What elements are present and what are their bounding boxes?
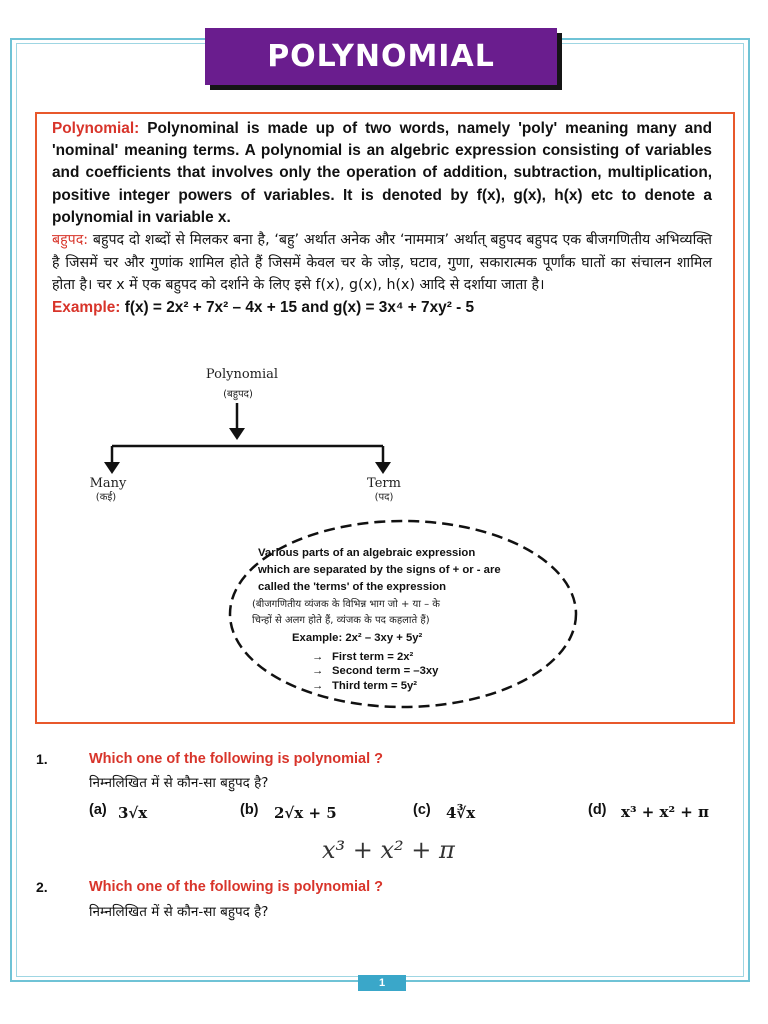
definition-example-text: f(x) = 2x² + 7x² – 4x + 15 and g(x) = 3x⁴ + 7xy² - 5 [124, 298, 475, 316]
question-1-number: 1. [36, 751, 48, 767]
tree-root-arrowhead [229, 428, 245, 440]
handwritten-answer: x³ + x² + π [322, 836, 455, 864]
tree-left-arrowhead [104, 462, 120, 474]
page-title: POLYNOMIAL [205, 28, 557, 85]
question-1-option-d-value[interactable]: x³ + x² + π [621, 803, 710, 821]
question-2-hindi: निम्नलिखित में से कौन-सा बहुपद है? [89, 904, 269, 920]
oval-arrow-1: → [312, 651, 324, 663]
oval-term-3: Third term = 5y² [332, 680, 418, 692]
tree-right-label: Term [367, 476, 401, 491]
question-1-option-a-label[interactable]: (a) [89, 802, 107, 818]
question-1-option-c-label[interactable]: (c) [413, 802, 431, 818]
question-1-option-a-value[interactable]: 3√x [118, 804, 148, 822]
definition-hi-text: बहुपद दो शब्दों से मिलकर बना है, ‘बहु’ अर्थात अनेक और ‘नाममात्र’ अर्थात् बहुपद बहुपद एक बीजगणितीय अभिव्यक्ति है जिसमें चर और गुणांक शामिल होते हैं जिसमें केवल चर के जोड़, घटाव, गुणा, सकारात्मक पूर्णांक घातों का संचालन शामिल होता है। चर x में एक बहुपद को दर्शाने के लिए इसे f(x), g(x), h(x) आदि से दर्शाया जाता है। [52, 232, 712, 294]
question-1-option-b-value[interactable]: 2√x + 5 [274, 804, 337, 822]
page-number: 1 [358, 975, 406, 991]
oval-example: Example: 2x² – 3xy + 5y² [292, 632, 423, 644]
question-1-option-b-label[interactable]: (b) [240, 802, 259, 818]
tree-right-hindi: (पद) [374, 492, 394, 503]
question-1-hindi: निम्नलिखित में से कौन-सा बहुपद है? [89, 775, 269, 791]
tree-right-arrowhead [375, 462, 391, 474]
definition-example-label: Example: [52, 298, 121, 316]
oval-term-1: First term = 2x² [332, 651, 414, 663]
question-2-number: 2. [36, 879, 48, 895]
definition-hi-label: बहुपद: [52, 232, 89, 249]
oval-arrow-2: → [312, 665, 324, 677]
oval-line-3: called the 'terms' of the expression [258, 581, 447, 593]
tree-left-label: Many [89, 476, 127, 491]
tree-root-label: Polynomial [205, 367, 279, 382]
oval-hindi-2: चिन्हों से अलग होते हैं, व्यंजक के पद कहलाते हैं) [252, 615, 430, 626]
question-1-text: Which one of the following is polynomial ? [89, 751, 384, 767]
tree-root-hindi: (बहुपद) [223, 389, 253, 400]
oval-arrow-3: → [312, 680, 324, 692]
question-1-option-c-value[interactable]: 4∛x [446, 804, 476, 822]
oval-hindi-1: (बीजगणितीय व्यंजक के विभिन्न भाग जो + या – के [252, 599, 440, 610]
oval-term-2: Second term = –3xy [332, 665, 439, 677]
question-2-text: Which one of the following is polynomial ? [89, 879, 384, 895]
oval-line-1: Various parts of an algebraic expression [258, 547, 476, 559]
oval-line-2: which are separated by the signs of + or - are [258, 564, 501, 576]
tree-left-hindi: (कई) [95, 492, 117, 503]
question-1-option-d-label[interactable]: (d) [588, 802, 607, 818]
definition-en-text: Polynominal is made up of two words, namely 'poly' meaning many and 'nominal' meaning terms. A polynomial is an algebric expression consisting of variables and coefficients that involves only the operation of addition, subtraction, multiplication, positive integer powers of variables. It is denoted by f(x), g(x), h(x) etc to denote a polynomial in variable x. [52, 120, 712, 226]
definition-en-label: Polynomial: [52, 120, 140, 137]
